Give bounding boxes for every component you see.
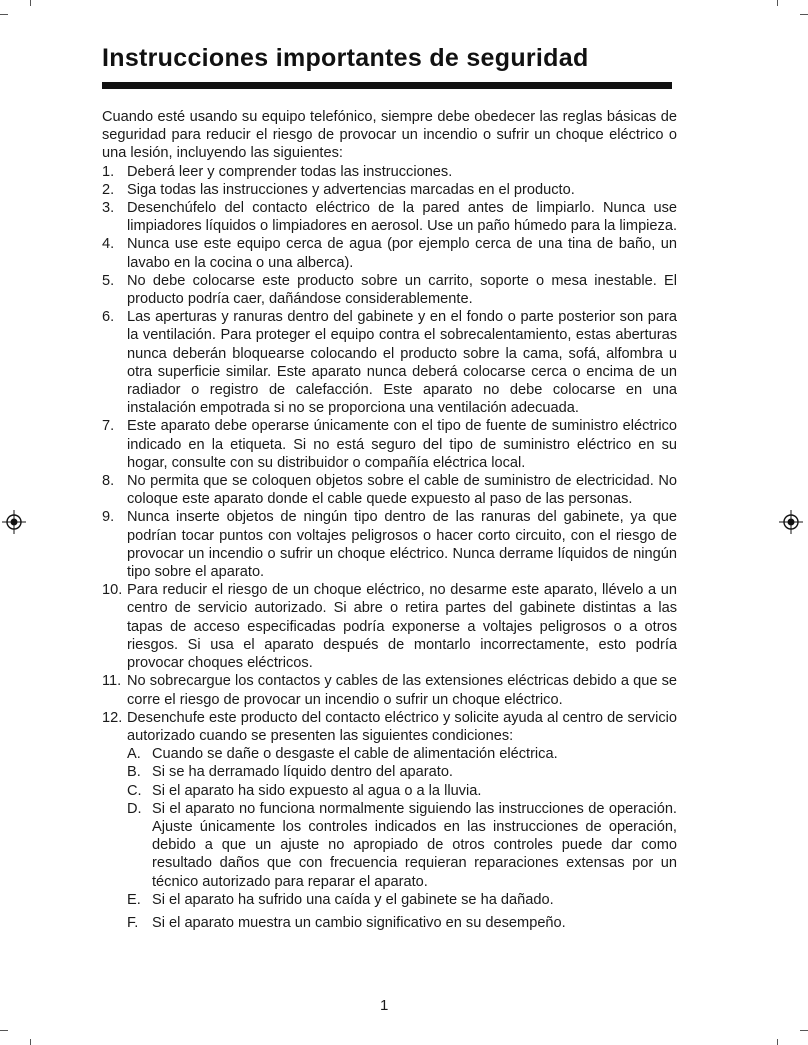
registration-mark-icon — [779, 510, 803, 534]
item-number: 5. — [102, 272, 115, 289]
list-item — [102, 181, 677, 199]
item-text: No permita que se coloquen objetos sobre el cable de suministro de electricidad. No coloque este aparato donde el cable quede expuesto al paso de las personas. — [127, 473, 677, 508]
sublist-item — [127, 782, 677, 800]
item-number: 2. — [102, 181, 115, 198]
list-item — [102, 308, 677, 417]
item-number: 7. — [102, 418, 115, 435]
sub-letter: A. — [127, 746, 141, 763]
item-text: Desenchúfelo del contacto eléctrico de la pared antes de limpiarlo. Nunca use limpiadores líquidos o limpiadores en aerosol. Use un paño húmedo para la limpieza. — [127, 200, 678, 235]
sublist-item — [127, 800, 677, 891]
crop-mark-bottom-right-vertical — [777, 1039, 778, 1045]
list-item — [102, 163, 677, 181]
list-item — [102, 235, 677, 271]
safety-list — [102, 163, 677, 933]
list-item — [102, 272, 677, 308]
intro-paragraph: Cuando esté usando su equipo telefónico, siempre debe obedecer las reglas básicas de seguridad para reducir el riesgo de provocar un incendio o sufrir un choque eléctrico o una lesión, incluyendo las siguientes: — [102, 109, 677, 162]
list-item — [102, 672, 677, 708]
list-item — [102, 199, 677, 235]
sub-text: Si se ha derramado líquido dentro del aparato. — [152, 764, 453, 781]
sub-letter: F. — [127, 914, 139, 931]
item-number: 12. — [102, 709, 123, 726]
item-text: Las aperturas y ranuras dentro del gabinete y en el fondo o parte posterior son para la ventilación. Para proteger el equipo contra el sobrecalentamiento, estas aberturas nunca deberán bloquearse colocando el producto sobre la cama, sofá, alfombra u otra superficie similar. Este aparato nunca deberá colocarse cerca o encima de un radiador o registro de calefacción. Este aparato no debe colocarse en una instalación empotrada si no se proporciona una ventilación adecuada. — [127, 309, 677, 417]
sub-letter: E. — [127, 891, 141, 908]
sub-letter: B. — [127, 764, 141, 781]
crop-mark-bottom-right — [800, 1030, 808, 1031]
crop-mark-top-right-vertical — [777, 0, 778, 6]
page-number: 1 — [380, 997, 389, 1014]
sublist-item — [127, 891, 677, 909]
item-text: Este aparato debe operarse únicamente con el tipo de fuente de suministro eléctrico indicado en la etiqueta. Si no está seguro del tipo de suministro eléctrico en su hogar, consulte con su distribuidor o compañía eléctrica local. — [127, 418, 677, 471]
item-text: Siga todas las instrucciones y advertencias marcadas en el producto. — [127, 181, 575, 198]
item-text: Para reducir el riesgo de un choque eléctrico, no desarme este aparato, llévelo a un centro de servicio autorizado. Si abre o retira partes del gabinete distintas a las tapas de acceso especificadas podría exponerse a voltajes peligrosos o a otros riesgos. Si usa el aparato después de montarlo incorrectamente, esto podría provocar choques eléctricos. — [127, 582, 677, 672]
item-text: Nunca inserte objetos de ningún tipo dentro de las ranuras del gabinete, ya que podrían tocar puntos con voltajes peligrosos o hacer corto circuito, con el riesgo de provocar un incendio o sufrir un choque eléctrico. Nunca derrame líquidos de ningún tipo sobre el aparato. — [127, 509, 677, 581]
item-text: Desenchufe este producto del contacto eléctrico y solicite ayuda al centro de servicio autorizado cuando se presenten las siguientes condiciones: — [127, 709, 677, 744]
sub-text: Cuando se dañe o desgaste el cable de alimentación eléctrica. — [152, 746, 558, 763]
item-text: No debe colocarse este producto sobre un carrito, soporte o mesa inestable. El producto podría caer, dañándose considerablemente. — [127, 272, 677, 308]
crop-mark-top-left — [0, 14, 8, 15]
sub-letter: D. — [127, 800, 142, 817]
item-number: 4. — [102, 236, 115, 253]
crop-mark-top-right — [800, 14, 808, 15]
sublist-item — [127, 763, 677, 781]
item-number: 8. — [102, 473, 115, 490]
item-text: Deberá leer y comprender todas las instrucciones. — [127, 163, 453, 180]
crop-mark-bottom-left — [0, 1030, 8, 1031]
sub-text: Si el aparato muestra un cambio significativo en su desempeño. — [152, 914, 566, 931]
condition-sublist — [127, 745, 677, 932]
list-item — [102, 417, 677, 472]
item-text: No sobrecargue los contactos y cables de las extensiones eléctricas debido a que se corre el riesgo de provocar un incendio o sufrir un choque eléctrico. — [127, 673, 677, 708]
item-number: 9. — [102, 509, 115, 526]
list-item — [102, 472, 677, 508]
sub-text: Si el aparato ha sufrido una caída y el gabinete se ha dañado. — [152, 891, 554, 908]
registration-mark-icon — [2, 510, 26, 534]
sublist-item — [127, 745, 677, 763]
item-number: 3. — [102, 200, 115, 217]
item-number: 11. — [102, 673, 122, 690]
crop-mark-bottom-left-vertical — [30, 1039, 31, 1045]
item-number: 6. — [102, 309, 115, 326]
page-title: Instrucciones importantes de seguridad — [102, 44, 589, 72]
sub-text: Si el aparato no funciona normalmente siguiendo las instrucciones de operación. Ajuste únicamente los controles indicados en las instrucciones de operación, debido a que un ajuste no apropiado de otros controles puede dar como resultado daños que con frecuencia requieran reparaciones extensas por un técnico autorizado para reparar el aparato. — [152, 800, 677, 890]
list-item — [102, 508, 677, 581]
list-item — [102, 581, 677, 672]
item-number: 1. — [102, 163, 115, 180]
sub-text: Si el aparato ha sido expuesto al agua o a la lluvia. — [152, 782, 482, 799]
crop-mark-top-left-vertical — [30, 0, 31, 6]
item-number: 10. — [102, 582, 123, 599]
document-body — [102, 108, 677, 932]
item-text: Nunca use este equipo cerca de agua (por ejemplo cerca de una tina de baño, un lavabo en la cocina o una alberca). — [127, 236, 677, 271]
sublist-item — [127, 914, 677, 932]
title-rule — [102, 82, 672, 89]
sub-letter: C. — [127, 782, 142, 799]
list-item — [102, 709, 677, 932]
